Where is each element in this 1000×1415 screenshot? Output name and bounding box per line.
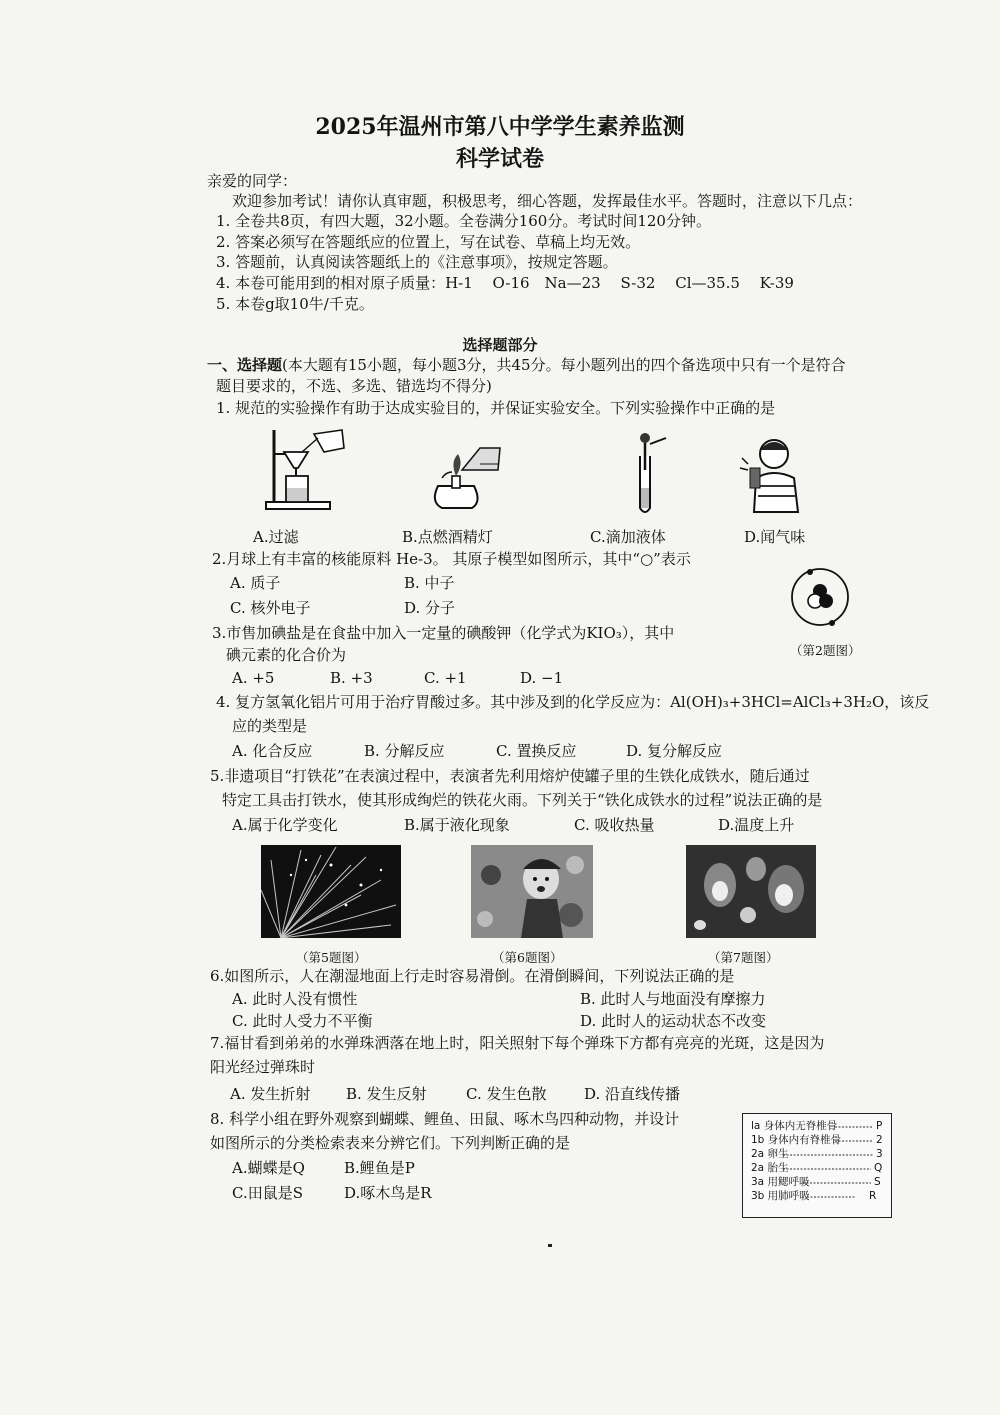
question-3-stem-cont: 碘元素的化合价为 [226,646,347,664]
figure-6-caption: （第6题图） [492,950,563,965]
question-5-stem: 5.非遗项目“打铁花”在表演过程中，表演者先利用熔炉使罐子里的生铁化成铁水，随后通过 [210,767,810,785]
scan-speck [548,1244,552,1247]
key-target: 2 [876,1134,883,1146]
note-item: 1. 全卷共8页，有四大题，32小题。全卷满分160分。考试时间120分钟。 [216,212,711,230]
q2-option-d: D. 分子 [404,599,456,617]
q3-option-d: D. −1 [520,669,564,687]
q7-option-a: A. 发生折射 [230,1085,311,1103]
key-target: P [876,1120,883,1132]
q4-option-d: D. 复分解反应 [626,742,723,760]
note-item: 4. 本卷可能用到的相对原子质量：H-1 O-16 Na—23 S-32 Cl—35.5 K-39 [216,274,794,292]
welcome-text: 欢迎参加考试！请你认真审题，积极思考，细心答题，发挥最佳水平。答题时，注意以下几点： [232,192,863,210]
key-target: Q [874,1162,883,1174]
q7-option-d: D. 沿直线传播 [584,1085,681,1103]
q5-option-d: D.温度上升 [718,816,795,834]
question-7-stem-cont: 阳光经过弹珠时 [210,1058,316,1076]
q6-option-c: C. 此时人受力不平衡 [232,1012,373,1030]
question-7-stem: 7.福甘看到弟弟的水弹珠洒落在地上时，阳关照射下每个弹珠下方都有亮亮的光斑，这是因为 [210,1034,825,1052]
question-8-stem: 8. 科学小组在野外观察到蝴蝶、鲤鱼、田鼠、啄木鸟四种动物，并设计 [210,1110,680,1128]
greeting: 亲爱的同学： [207,172,298,190]
section-description-cont: 题目要求的，不选、多选、错选均不得分) [216,377,492,395]
key-target: S [874,1176,881,1188]
question-2-stem: 2.月球上有丰富的核能原料 He-3。 其原子模型如图所示，其中“○”表示 [212,550,691,568]
q1-option-a: A.过滤 [253,528,299,546]
q4-option-c: C. 置换反应 [496,742,577,760]
q4-option-a: A. 化合反应 [232,742,313,760]
question-4-stem: 4. 复方氢氧化铝片可用于治疗胃酸过多。其中涉及到的化学反应为：Al(OH)₃+3HCl=AlCl₃+3H₂O，该反 [216,693,930,711]
question-4-stem-cont: 应的类型是 [232,717,308,735]
section-description: (本大题有15小题，每小题3分，共45分。每小题列出的四个备选项中只有一个是符合 [282,356,846,374]
exam-subtitle: 科学试卷 [455,146,544,172]
key-row: 2a 胎生 [751,1162,789,1174]
dropper-test-tube-figure [620,432,670,516]
key-row: 2a 卵生 [751,1148,789,1160]
question-8-stem-cont: 如图所示的分类检索表来分辨它们。下列判断正确的是 [210,1134,571,1152]
key-row: 3a 用鳃呼吸 [751,1176,810,1188]
q6-option-b: B. 此时人与地面没有摩擦力 [580,990,766,1008]
q3-option-a: A. +5 [232,669,275,687]
q3-option-c: C. +1 [424,669,467,687]
q5-option-b: B.属于液化现象 [404,816,510,834]
question-5-stem-cont: 特定工具击打铁水，使其形成绚烂的铁花火雨。下列关于“铁化成铁水的过程”说法正确的是 [222,791,823,809]
water-beads-photo [686,845,816,938]
q3-option-b: B. +3 [330,669,373,687]
question-3-stem: 3.市售加碘盐是在食盐中加入一定量的碘酸钾（化学式为KIO₃），其中 [212,624,675,642]
exam-title: 2025年温州市第八中学学生素养监测 [315,114,685,140]
q1-option-d: D.闻气味 [744,528,806,546]
iron-sparks-photo [261,845,401,938]
q6-option-d: D. 此时人的运动状态不改变 [580,1012,767,1030]
figure-2-caption: （第2题图） [790,643,861,658]
q2-option-a: A. 质子 [230,574,281,592]
q7-option-c: C. 发生色散 [466,1085,547,1103]
q8-option-d: D.啄木鸟是R [344,1184,432,1202]
q1-option-c: C.滴加液体 [590,528,666,546]
figure-7-caption: （第7题图） [708,950,779,965]
section-heading: 选择题部分 [462,336,538,354]
classification-key-table [742,1113,892,1218]
key-target: 3 [876,1148,883,1160]
question-6-stem: 6.如图所示，人在潮湿地面上行走时容易滑倒。在滑倒瞬间，下列说法正确的是 [210,967,735,985]
key-target: R [869,1190,877,1202]
figure-5-caption: （第5题图） [296,950,367,965]
q5-option-a: A.属于化学变化 [232,816,338,834]
q7-option-b: B. 发生反射 [346,1085,427,1103]
smelling-gas-figure [738,434,812,514]
q8-option-a: A.蝴蝶是Q [232,1159,305,1177]
atom-model-figure [788,565,852,629]
question-1-stem: 1. 规范的实验操作有助于达成实验目的，并保证实验安全。下列实验操作中正确的是 [216,399,776,417]
key-row: 3b 用肺呼吸 [751,1190,810,1202]
q8-option-b: B.鲤鱼是P [344,1159,415,1177]
note-item: 5. 本卷g取10牛/千克。 [216,295,374,313]
q4-option-b: B. 分解反应 [364,742,445,760]
q6-option-a: A. 此时人没有惯性 [232,990,358,1008]
q5-option-c: C. 吸收热量 [574,816,655,834]
q2-option-c: C. 核外电子 [230,599,311,617]
key-row: la 身体内无脊椎骨 [751,1120,838,1132]
key-row: 1b 身体内有脊椎骨 [751,1134,842,1146]
filtration-apparatus-figure [262,422,352,514]
q2-option-b: B. 中子 [404,574,455,592]
slipping-person-photo [471,845,593,938]
note-item: 3. 答题前，认真阅读答题纸上的《注意事项》，按规定答题。 [216,253,618,271]
q8-option-c: C.田鼠是S [232,1184,303,1202]
alcohol-lamp-figure [422,442,507,512]
note-item: 2. 答案必须写在答题纸应的位置上，写在试卷、草稿上均无效。 [216,233,641,251]
q1-option-b: B.点燃酒精灯 [402,528,493,546]
section-label: 一、选择题 [207,356,283,374]
